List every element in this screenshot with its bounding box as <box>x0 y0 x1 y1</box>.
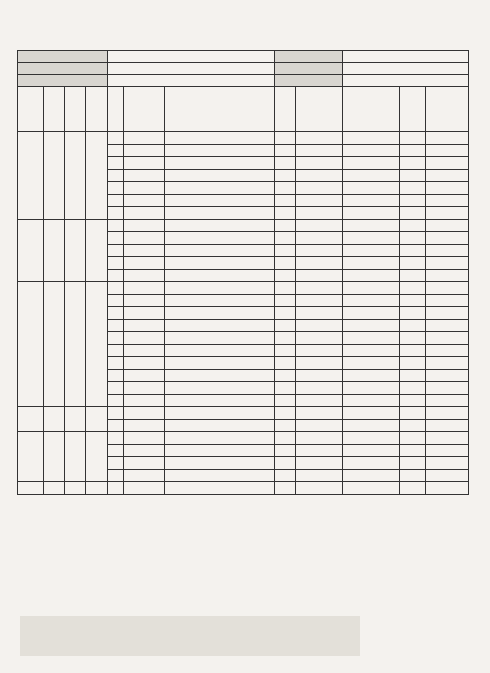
module-exam-credit <box>65 219 86 282</box>
course-code <box>124 369 165 382</box>
course-exam-unit <box>426 432 469 445</box>
module-name <box>18 432 44 482</box>
course-seq <box>108 432 124 445</box>
course-type <box>296 369 343 382</box>
course-term <box>400 207 426 220</box>
course-nature <box>343 432 400 445</box>
course-code <box>124 457 165 470</box>
module-min-credit <box>44 282 65 407</box>
course-code <box>124 169 165 182</box>
course-seq <box>108 444 124 457</box>
course-credit <box>275 332 296 345</box>
course-nature <box>343 482 400 495</box>
course-type <box>296 194 343 207</box>
course-nature <box>343 394 400 407</box>
course-credit <box>275 169 296 182</box>
course-exam-unit <box>426 469 469 482</box>
course-exam-unit <box>426 357 469 370</box>
course-term <box>400 382 426 395</box>
course-name <box>165 169 275 182</box>
course-name <box>165 482 275 495</box>
info-row-major <box>18 51 469 63</box>
module-name <box>18 282 44 407</box>
course-term <box>400 369 426 382</box>
course-seq <box>108 144 124 157</box>
course-type <box>296 269 343 282</box>
course-name <box>165 194 275 207</box>
course-name <box>165 269 275 282</box>
course-nature <box>343 207 400 220</box>
course-seq <box>108 382 124 395</box>
course-type <box>296 444 343 457</box>
course-credit <box>275 482 296 495</box>
module-exam-credit <box>65 407 86 432</box>
course-nature <box>343 419 400 432</box>
course-name <box>165 319 275 332</box>
course-type <box>296 407 343 420</box>
header-cell <box>86 87 108 132</box>
course-name <box>165 144 275 157</box>
course-term <box>400 232 426 245</box>
module-set-credit <box>86 407 108 432</box>
major-label <box>18 51 108 63</box>
course-nature <box>343 219 400 232</box>
header-cell <box>343 87 400 132</box>
module-name <box>18 407 44 432</box>
course-code <box>124 182 165 195</box>
rules-table <box>17 50 469 495</box>
course-code <box>124 382 165 395</box>
course-name <box>165 157 275 170</box>
header-cell <box>296 87 343 132</box>
course-type <box>296 219 343 232</box>
course-code <box>124 282 165 295</box>
table-row <box>18 219 469 232</box>
rule-no-label <box>275 51 343 63</box>
course-exam-unit <box>426 394 469 407</box>
module-exam-credit <box>65 282 86 407</box>
course-exam-unit <box>426 457 469 470</box>
course-code <box>124 419 165 432</box>
course-seq <box>108 157 124 170</box>
course-seq <box>108 394 124 407</box>
exam-credit-label <box>275 75 343 87</box>
course-type <box>296 169 343 182</box>
course-credit <box>275 282 296 295</box>
course-nature <box>343 144 400 157</box>
course-seq <box>108 269 124 282</box>
course-term <box>400 157 426 170</box>
course-code <box>124 332 165 345</box>
course-exam-unit <box>426 344 469 357</box>
level-label <box>275 63 343 75</box>
course-term <box>400 132 426 145</box>
course-code <box>124 357 165 370</box>
module-min-credit <box>44 482 65 495</box>
course-credit <box>275 307 296 320</box>
course-term <box>400 357 426 370</box>
module-name <box>18 132 44 220</box>
header-cell <box>124 87 165 132</box>
course-nature <box>343 269 400 282</box>
course-code <box>124 194 165 207</box>
course-name <box>165 294 275 307</box>
module-name <box>18 482 44 495</box>
course-term <box>400 419 426 432</box>
course-type <box>296 419 343 432</box>
header-row <box>18 87 469 132</box>
course-credit <box>275 457 296 470</box>
course-nature <box>343 194 400 207</box>
course-seq <box>108 219 124 232</box>
course-exam-unit <box>426 407 469 420</box>
course-seq <box>108 469 124 482</box>
course-credit <box>275 319 296 332</box>
course-term <box>400 332 426 345</box>
course-nature <box>343 332 400 345</box>
course-type <box>296 332 343 345</box>
module-name <box>18 219 44 282</box>
course-exam-unit <box>426 207 469 220</box>
course-nature <box>343 169 400 182</box>
course-nature <box>343 469 400 482</box>
course-exam-unit <box>426 144 469 157</box>
course-nature <box>343 444 400 457</box>
course-credit <box>275 344 296 357</box>
table-row <box>18 282 469 295</box>
exam-credit-value <box>343 75 469 87</box>
course-nature <box>343 319 400 332</box>
course-nature <box>343 244 400 257</box>
level-value <box>343 63 469 75</box>
course-code <box>124 144 165 157</box>
course-type <box>296 157 343 170</box>
course-type <box>296 482 343 495</box>
course-seq <box>108 232 124 245</box>
course-credit <box>275 419 296 432</box>
course-term <box>400 144 426 157</box>
course-term <box>400 182 426 195</box>
course-credit <box>275 194 296 207</box>
course-seq <box>108 169 124 182</box>
course-seq <box>108 419 124 432</box>
course-term <box>400 257 426 270</box>
course-exam-unit <box>426 232 469 245</box>
course-credit <box>275 444 296 457</box>
course-nature <box>343 257 400 270</box>
course-exam-unit <box>426 332 469 345</box>
course-seq <box>108 132 124 145</box>
course-code <box>124 132 165 145</box>
course-name <box>165 407 275 420</box>
student-type-label <box>18 63 108 75</box>
course-exam-unit <box>426 482 469 495</box>
course-seq <box>108 307 124 320</box>
course-exam-unit <box>426 244 469 257</box>
course-name <box>165 432 275 445</box>
course-name <box>165 357 275 370</box>
course-exam-unit <box>426 307 469 320</box>
course-code <box>124 482 165 495</box>
course-code <box>124 444 165 457</box>
course-name <box>165 394 275 407</box>
course-exam-unit <box>426 282 469 295</box>
course-seq <box>108 344 124 357</box>
course-term <box>400 319 426 332</box>
course-code <box>124 219 165 232</box>
course-name <box>165 207 275 220</box>
course-nature <box>343 182 400 195</box>
course-type <box>296 469 343 482</box>
course-type <box>296 207 343 220</box>
header-cell <box>165 87 275 132</box>
course-name <box>165 182 275 195</box>
course-seq <box>108 369 124 382</box>
module-min-credit <box>44 432 65 482</box>
course-nature <box>343 282 400 295</box>
course-seq <box>108 357 124 370</box>
module-set-credit <box>86 432 108 482</box>
graduation-credit-value <box>108 75 275 87</box>
header-cell <box>400 87 426 132</box>
course-credit <box>275 232 296 245</box>
course-exam-unit <box>426 319 469 332</box>
course-name <box>165 369 275 382</box>
course-exam-unit <box>426 194 469 207</box>
course-name <box>165 244 275 257</box>
course-name <box>165 282 275 295</box>
course-term <box>400 307 426 320</box>
course-nature <box>343 294 400 307</box>
course-type <box>296 344 343 357</box>
course-term <box>400 219 426 232</box>
course-credit <box>275 244 296 257</box>
course-credit <box>275 357 296 370</box>
course-type <box>296 132 343 145</box>
course-name <box>165 232 275 245</box>
header-cell <box>275 87 296 132</box>
course-credit <box>275 207 296 220</box>
course-credit <box>275 132 296 145</box>
course-code <box>124 232 165 245</box>
module-exam-credit <box>65 132 86 220</box>
module-set-credit <box>86 282 108 407</box>
course-exam-unit <box>426 269 469 282</box>
course-exam-unit <box>426 132 469 145</box>
course-type <box>296 282 343 295</box>
table-row <box>18 482 469 495</box>
course-nature <box>343 132 400 145</box>
course-type <box>296 382 343 395</box>
course-code <box>124 257 165 270</box>
course-nature <box>343 382 400 395</box>
course-name <box>165 419 275 432</box>
course-type <box>296 182 343 195</box>
course-term <box>400 169 426 182</box>
course-credit <box>275 382 296 395</box>
course-type <box>296 294 343 307</box>
course-term <box>400 457 426 470</box>
course-credit <box>275 394 296 407</box>
course-term <box>400 469 426 482</box>
course-seq <box>108 457 124 470</box>
course-exam-unit <box>426 257 469 270</box>
course-code <box>124 244 165 257</box>
course-exam-unit <box>426 169 469 182</box>
course-name <box>165 469 275 482</box>
course-type <box>296 244 343 257</box>
course-code <box>124 319 165 332</box>
course-name <box>165 132 275 145</box>
course-term <box>400 294 426 307</box>
module-set-credit <box>86 132 108 220</box>
course-code <box>124 344 165 357</box>
module-min-credit <box>44 407 65 432</box>
course-code <box>124 157 165 170</box>
course-seq <box>108 194 124 207</box>
course-nature <box>343 457 400 470</box>
course-exam-unit <box>426 419 469 432</box>
course-credit <box>275 294 296 307</box>
major-value <box>108 51 275 63</box>
course-code <box>124 307 165 320</box>
module-set-credit <box>86 219 108 282</box>
course-nature <box>343 157 400 170</box>
course-exam-unit <box>426 369 469 382</box>
course-term <box>400 194 426 207</box>
course-type <box>296 394 343 407</box>
course-name <box>165 307 275 320</box>
course-seq <box>108 244 124 257</box>
course-credit <box>275 219 296 232</box>
course-term <box>400 432 426 445</box>
course-code <box>124 394 165 407</box>
course-code <box>124 469 165 482</box>
course-seq <box>108 282 124 295</box>
course-code <box>124 207 165 220</box>
header-cell <box>108 87 124 132</box>
course-type <box>296 257 343 270</box>
course-nature <box>343 232 400 245</box>
course-term <box>400 444 426 457</box>
course-name <box>165 457 275 470</box>
module-exam-credit <box>65 482 86 495</box>
module-set-credit <box>86 482 108 495</box>
course-term <box>400 482 426 495</box>
course-seq <box>108 207 124 220</box>
course-credit <box>275 144 296 157</box>
course-exam-unit <box>426 444 469 457</box>
course-credit <box>275 182 296 195</box>
module-min-credit <box>44 132 65 220</box>
course-exam-unit <box>426 157 469 170</box>
header-cell <box>18 87 44 132</box>
course-name <box>165 344 275 357</box>
course-term <box>400 407 426 420</box>
course-code <box>124 294 165 307</box>
course-credit <box>275 432 296 445</box>
info-row-credit <box>18 75 469 87</box>
course-nature <box>343 307 400 320</box>
course-exam-unit <box>426 294 469 307</box>
course-term <box>400 344 426 357</box>
course-nature <box>343 369 400 382</box>
course-name <box>165 219 275 232</box>
course-nature <box>343 344 400 357</box>
course-term <box>400 269 426 282</box>
supplementary-rules <box>20 616 360 656</box>
course-code <box>124 432 165 445</box>
table-row <box>18 407 469 420</box>
course-name <box>165 444 275 457</box>
course-term <box>400 244 426 257</box>
course-credit <box>275 269 296 282</box>
course-seq <box>108 182 124 195</box>
course-type <box>296 144 343 157</box>
course-name <box>165 257 275 270</box>
course-seq <box>108 407 124 420</box>
course-name <box>165 332 275 345</box>
course-seq <box>108 332 124 345</box>
course-credit <box>275 369 296 382</box>
course-seq <box>108 294 124 307</box>
course-seq <box>108 482 124 495</box>
course-nature <box>343 407 400 420</box>
course-type <box>296 457 343 470</box>
course-term <box>400 394 426 407</box>
student-type-value <box>108 63 275 75</box>
table-row <box>18 432 469 445</box>
course-term <box>400 282 426 295</box>
course-exam-unit <box>426 382 469 395</box>
course-seq <box>108 257 124 270</box>
course-type <box>296 357 343 370</box>
course-type <box>296 432 343 445</box>
module-min-credit <box>44 219 65 282</box>
course-credit <box>275 257 296 270</box>
header-cell <box>44 87 65 132</box>
course-type <box>296 307 343 320</box>
course-nature <box>343 357 400 370</box>
info-row-type <box>18 63 469 75</box>
rule-no-value <box>343 51 469 63</box>
header-cell <box>426 87 469 132</box>
course-exam-unit <box>426 219 469 232</box>
course-type <box>296 319 343 332</box>
course-code <box>124 269 165 282</box>
course-credit <box>275 407 296 420</box>
course-type <box>296 232 343 245</box>
course-credit <box>275 469 296 482</box>
course-exam-unit <box>426 182 469 195</box>
table-row <box>18 132 469 145</box>
course-name <box>165 382 275 395</box>
course-seq <box>108 319 124 332</box>
course-credit <box>275 157 296 170</box>
module-exam-credit <box>65 432 86 482</box>
graduation-credit-label <box>18 75 108 87</box>
course-code <box>124 407 165 420</box>
header-cell <box>65 87 86 132</box>
